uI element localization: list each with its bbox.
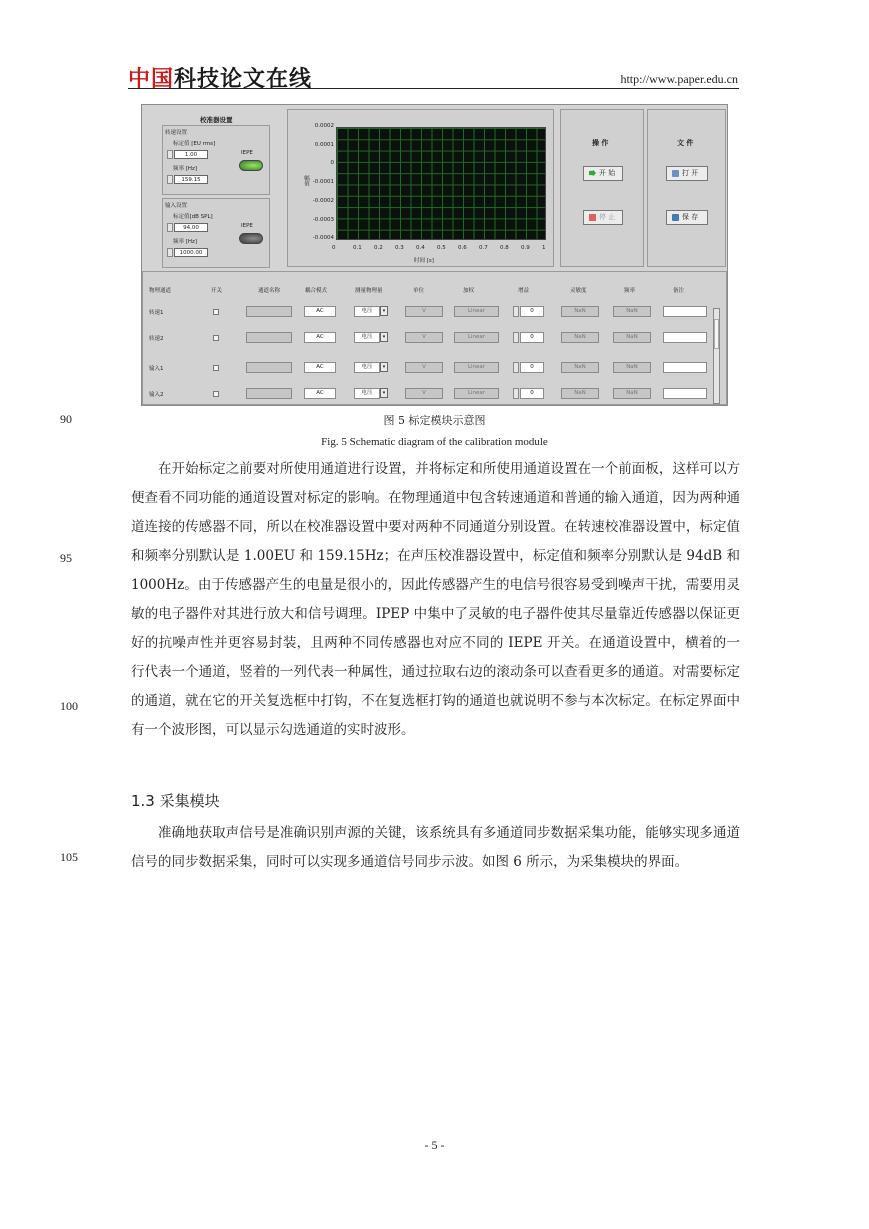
speed-iepe-toggle[interactable] — [239, 160, 263, 171]
remark-field[interactable] — [663, 306, 707, 317]
frequency-field: NaN — [613, 362, 651, 373]
sensitivity-field: NaN — [561, 362, 599, 373]
column-header: 物理通道 — [149, 288, 172, 294]
waveform-y-tick: -0.0002 — [312, 197, 334, 204]
remark-field[interactable] — [663, 388, 707, 399]
waveform-x-tick: 0.3 — [395, 245, 404, 251]
column-header: 加权 — [463, 288, 475, 294]
chevron-down-icon[interactable]: ▾ — [380, 388, 388, 398]
column-header: 测量物理量 — [355, 288, 383, 294]
waveform-x-tick: 0.2 — [374, 245, 383, 251]
waveform-x-tick: 0.1 — [353, 245, 362, 251]
waveform-x-tick: 0.5 — [437, 245, 446, 251]
waveform-y-tick: -0.0001 — [312, 179, 334, 186]
sensitivity-field: NaN — [561, 332, 599, 343]
frequency-field: NaN — [613, 332, 651, 343]
start-button[interactable] — [583, 166, 623, 181]
input-value-field[interactable]: 94.00 — [174, 223, 208, 232]
channel-enable-checkbox[interactable] — [213, 391, 219, 397]
channel-name-cell: 输入1 — [149, 366, 164, 372]
open-file-icon — [672, 170, 679, 177]
waveform-x-tick: 0.8 — [500, 245, 509, 251]
column-header: 耦合模式 — [305, 288, 328, 294]
channel-enable-checkbox[interactable] — [213, 309, 219, 315]
input-freq-field[interactable]: 1000.00 — [174, 248, 208, 257]
remark-field[interactable] — [663, 362, 707, 373]
waveform-x-label: 时间 [s] — [414, 258, 434, 264]
speed-freq-spinner[interactable] — [167, 175, 173, 184]
column-header: 增益 — [518, 288, 530, 294]
frequency-field: NaN — [613, 306, 651, 317]
channel-table — [142, 271, 727, 405]
waveform-y-tick: 0 — [330, 160, 334, 167]
unit-field: V — [405, 306, 443, 317]
save-disk-icon — [672, 214, 679, 221]
unit-field: V — [405, 388, 443, 399]
input-iepe-label: IEPE — [241, 223, 253, 229]
input-iepe-toggle[interactable] — [239, 233, 263, 244]
speed-value-spinner[interactable] — [167, 150, 173, 159]
coupling-mode-select[interactable]: AC — [304, 362, 336, 373]
waveform-x-tick: 0.4 — [416, 245, 425, 251]
speed-freq-field[interactable]: 159.15 — [174, 175, 208, 184]
waveform-y-tick: 0.0002 — [314, 123, 334, 129]
speed-iepe-label: IEPE — [241, 150, 253, 156]
measure-quantity-select[interactable]: 电压 — [354, 362, 380, 373]
logo-black-text: 科技论文在线 — [174, 67, 313, 92]
sensitivity-field: NaN — [561, 388, 599, 399]
waveform-x-tick: 0 — [332, 245, 336, 251]
scrollbar-thumb[interactable] — [714, 319, 719, 349]
input-freq-spinner[interactable] — [167, 248, 173, 257]
operation-group — [560, 109, 644, 267]
channel-alias-field[interactable] — [246, 362, 292, 373]
body-paragraph-1: 在开始标定之前要对所使用通道进行设置，并将标定和所使用通道设置在一个前面板，这样可以方便查看不同功能的通道设置对标定的影响。在物理通道中包含转速通道和普通的输入通道，因为两种通道连接的传感器不同，所以在校准器设置中要对两种不同通道分别设置。在转速校准器设置中，标定值和频率分别默认是 1.00EU 和 159.15Hz；在声压校准器设置中，标定值和频率分别默认是 94dB 和 1000Hz。由于传感器产生的电量是很小的，因此传感器产生的电信号很容易受到噪声干扰，需要用灵敏的电子器件对其进行放大和信号调理。IPEP 中集中了灵敏的电子器件使其尽量靠近传感器以保证更好的抗噪声性并更容易封装，且两种不同传感器也对应不同的 IEPE 开关。在通道设置中，横着的一行代表一个通道，竖着的一列代表一种属性，通过拉取右边的滚动条可以查看更多的通道。对需要标定的通道，就在它的开关复选框中打钩，不在复选框打钩的通道也就说明不参与本次标定。在标定界面中有一个波形图，可以显示勾选通道的实时波形。 — [131, 461, 740, 738]
open-button[interactable] — [666, 166, 708, 181]
input-freq-label: 频率 [Hz] — [173, 239, 198, 245]
section-heading: 1.3 采集模块 — [131, 792, 220, 810]
table-row — [143, 362, 711, 374]
table-row — [143, 332, 711, 344]
body-paragraph-2: 准确地获取声信号是准确识别声源的关键，该系统具有多通道同步数据采集功能，能够实现多通道信号的同步数据采集，同时可以实现多通道信号同步示波。如图 6 所示，为采集模块的界面。 — [131, 825, 740, 870]
arrow-right-icon — [589, 170, 596, 177]
waveform-graph — [336, 127, 546, 240]
column-header: 开关 — [211, 288, 223, 294]
column-header: 频率 — [624, 288, 636, 294]
gain-field[interactable]: 0 — [520, 362, 544, 373]
table-row — [143, 388, 711, 400]
line-number-95: 95 — [60, 551, 72, 565]
speed-group-label: 转速设置 — [165, 130, 188, 136]
channel-alias-field[interactable] — [246, 306, 292, 317]
speed-value-field[interactable]: 1.00 — [174, 150, 208, 159]
weighting-field: Linear — [454, 362, 499, 373]
site-url: http://www.paper.edu.cn — [620, 72, 738, 86]
measure-quantity-select[interactable]: 电压 — [354, 306, 380, 317]
input-value-label: 标定值[dB SPL] — [173, 214, 213, 220]
gain-spinner[interactable] — [513, 362, 519, 373]
remark-field[interactable] — [663, 332, 707, 343]
weighting-field: Linear — [454, 388, 499, 399]
line-number-105: 105 — [60, 850, 78, 864]
stop-icon — [589, 214, 596, 221]
gain-field[interactable]: 0 — [520, 306, 544, 317]
chevron-down-icon[interactable]: ▾ — [380, 332, 388, 342]
page-number: - 5 - — [424, 1138, 445, 1152]
coupling-mode-select[interactable]: AC — [304, 332, 336, 343]
line-number-100: 100 — [60, 699, 78, 713]
gain-field[interactable]: 0 — [520, 388, 544, 399]
gain-spinner[interactable] — [513, 306, 519, 317]
calibration-panel-figure — [141, 104, 728, 406]
channel-alias-field[interactable] — [246, 332, 292, 343]
waveform-x-tick: 0.7 — [479, 245, 488, 251]
channel-alias-field[interactable] — [246, 388, 292, 399]
column-header: 灵敏度 — [570, 288, 587, 294]
waveform-y-tick: -0.0004 — [312, 235, 334, 242]
logo-red-text: 中国 — [128, 67, 175, 92]
channel-name-cell: 转速2 — [149, 336, 164, 342]
gain-spinner[interactable] — [513, 388, 519, 399]
sensitivity-field: NaN — [561, 306, 599, 317]
save-button[interactable] — [666, 210, 708, 225]
start-button-label: 开 始 — [599, 169, 616, 177]
column-header: 备注 — [673, 288, 685, 294]
channel-name-cell: 转速1 — [149, 310, 164, 316]
table-row — [143, 306, 711, 318]
waveform-y-label: 幅值 — [303, 175, 309, 186]
waveform-x-tick: 0.9 — [521, 245, 530, 251]
stop-button-label: 停 止 — [599, 213, 616, 221]
open-button-label: 打 开 — [682, 169, 699, 177]
gain-spinner[interactable] — [513, 332, 519, 343]
weighting-field: Linear — [454, 306, 499, 317]
chevron-down-icon[interactable]: ▾ — [380, 362, 388, 372]
operation-title: 操 作 — [592, 139, 609, 147]
line-number-90: 90 — [60, 412, 72, 426]
chevron-down-icon[interactable]: ▾ — [380, 306, 388, 316]
calibrator-title: 校准器设置 — [200, 116, 233, 124]
gain-field[interactable]: 0 — [520, 332, 544, 343]
speed-settings-group — [162, 125, 270, 195]
channel-enable-checkbox[interactable] — [213, 365, 219, 371]
frequency-field: NaN — [613, 388, 651, 399]
channel-table-scrollbar[interactable] — [713, 308, 720, 404]
speed-value-label: 标定值 [EU rms] — [173, 141, 216, 147]
input-group-label: 输入设置 — [165, 203, 188, 209]
coupling-mode-select[interactable]: AC — [304, 306, 336, 317]
waveform-y-tick: -0.0003 — [312, 216, 334, 223]
weighting-field: Linear — [454, 332, 499, 343]
stop-button[interactable] — [583, 210, 623, 225]
file-group — [647, 109, 726, 267]
column-header: 通道名称 — [258, 288, 281, 294]
column-header: 单位 — [413, 288, 425, 294]
waveform-x-tick: 1 — [542, 245, 546, 251]
input-settings-group — [162, 198, 270, 268]
input-value-spinner[interactable] — [167, 223, 173, 232]
channel-enable-checkbox[interactable] — [213, 335, 219, 341]
unit-field: V — [405, 362, 443, 373]
coupling-mode-select[interactable]: AC — [304, 388, 336, 399]
figure-caption-en: Fig. 5 Schematic diagram of the calibration module — [321, 436, 548, 448]
measure-quantity-select[interactable]: 电压 — [354, 388, 380, 399]
unit-field: V — [405, 332, 443, 343]
channel-name-cell: 输入2 — [149, 392, 164, 398]
waveform-x-tick: 0.6 — [458, 245, 467, 251]
save-button-label: 保 存 — [682, 213, 699, 221]
figure-caption-cn: 图 5 标定模块示意图 — [383, 414, 486, 427]
speed-freq-label: 频率 [Hz] — [173, 166, 198, 172]
file-title: 文 件 — [677, 139, 694, 147]
waveform-y-tick: 0.0001 — [314, 141, 334, 148]
header-rule — [128, 88, 739, 89]
measure-quantity-select[interactable]: 电压 — [354, 332, 380, 343]
